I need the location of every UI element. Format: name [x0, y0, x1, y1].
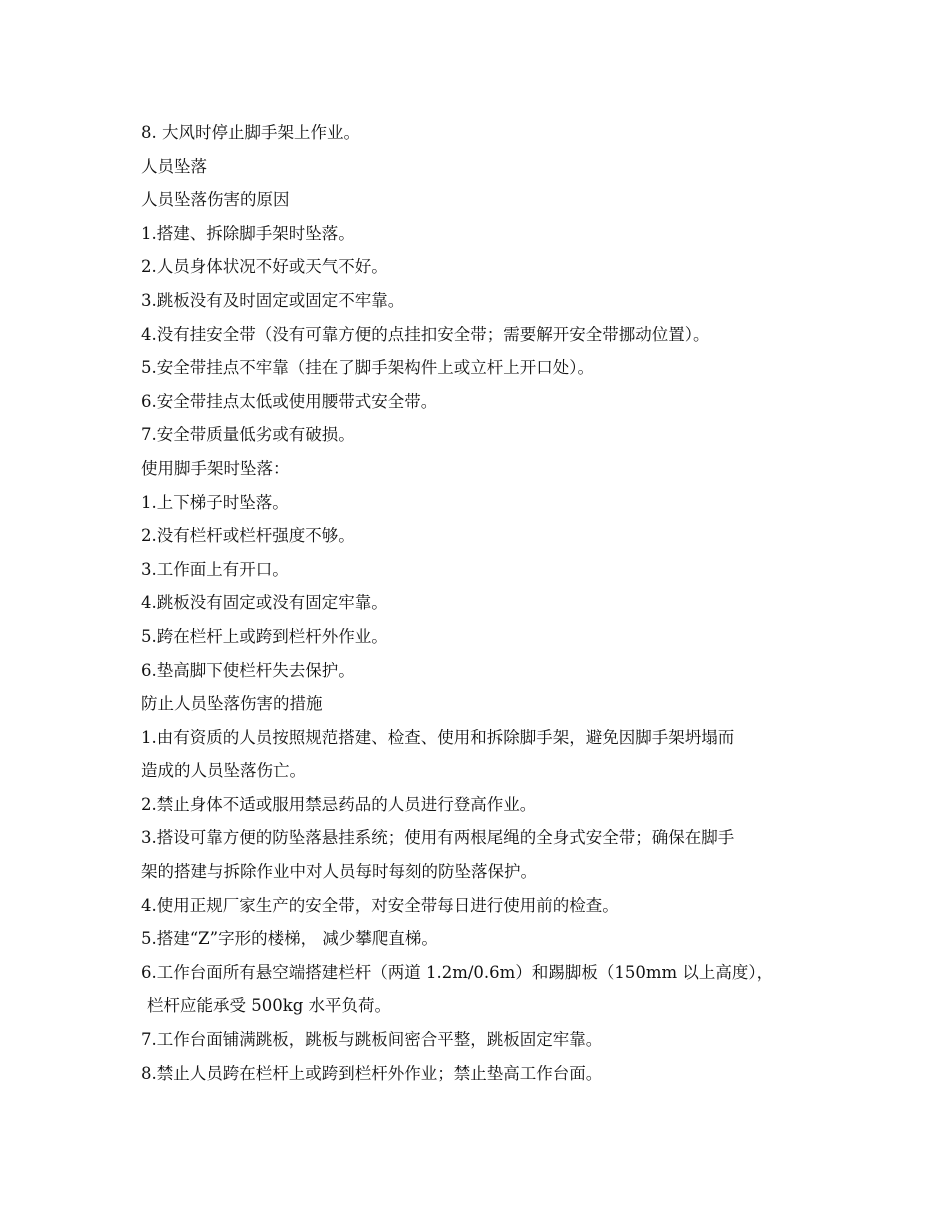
list-item: 4.使用正规厂家生产的安全带，对安全带每日进行使用前的检查。 [141, 895, 619, 915]
list-item: 3.搭设可靠方便的防坠落悬挂系统；使用有两根尾绳的全身式安全带；确保在脚手 [141, 828, 735, 848]
list-item: 5.搭建“Z”字形的楼梯， 减少攀爬直梯。 [141, 929, 438, 949]
list-item: 2.没有栏杆或栏杆强度不够。 [141, 526, 355, 546]
list-item: 1.由有资质的人员按照规范搭建、检查、使用和拆除脚手架，避免因脚手架坍塌而 [141, 727, 735, 747]
list-item: 4.跳板没有固定或没有固定牢靠。 [141, 593, 388, 613]
list-item: 5.安全带挂点不牢靠（挂在了脚手架构件上或立杆上开口处）。 [141, 358, 594, 378]
list-item-stop-in-wind: 8. 大风时停止脚手架上作业。 [141, 123, 360, 142]
list-item: 2.禁止身体不适或服用禁忌药品的人员进行登高作业。 [141, 794, 537, 814]
list-item: 8.禁止人员跨在栏杆上或跨到栏杆外作业；禁止垫高工作台面。 [141, 1063, 603, 1083]
subheading-prevention-measures: 防止人员坠落伤害的措施 [141, 694, 323, 714]
list-item: 3.工作面上有开口。 [141, 559, 289, 579]
list-item: 6.安全带挂点太低或使用腰带式安全带。 [141, 391, 438, 411]
list-item-continuation: 造成的人员坠落伤亡。 [141, 761, 306, 781]
list-item: 6.垫高脚下使栏杆失去保护。 [141, 660, 355, 680]
list-item-continuation: 栏杆应能承受 500kg 水平负荷。 [147, 996, 392, 1016]
subheading-fall-causes: 人员坠落伤害的原因 [141, 190, 290, 210]
subheading-falls-during-use: 使用脚手架时坠落： [141, 458, 290, 478]
section-heading-fall: 人员坠落 [141, 156, 207, 176]
list-item: 7.安全带质量低劣或有破损。 [141, 425, 355, 445]
list-item: 4.没有挂安全带（没有可靠方便的点挂扣安全带；需要解开安全带挪动位置）。 [141, 324, 710, 344]
list-item-continuation: 架的搭建与拆除作业中对人员每时每刻的防坠落保护。 [141, 862, 537, 882]
list-item: 2.人员身体状况不好或天气不好。 [141, 257, 388, 277]
list-item: 3.跳板没有及时固定或固定不牢靠。 [141, 290, 405, 310]
list-item: 5.跨在栏杆上或跨到栏杆外作业。 [141, 626, 388, 646]
list-item: 1.搭建、拆除脚手架时坠落。 [141, 223, 355, 243]
document-body [141, 116, 841, 1090]
list-item: 1.上下梯子时坠落。 [141, 492, 289, 512]
list-item: 7.工作台面铺满跳板，跳板与跳板间密合平整，跳板固定牢靠。 [141, 1030, 603, 1050]
list-item: 6.工作台面所有悬空端搭建栏杆（两道 1.2m/0.6m）和踢脚板（150mm 以上高度）， [141, 962, 774, 982]
